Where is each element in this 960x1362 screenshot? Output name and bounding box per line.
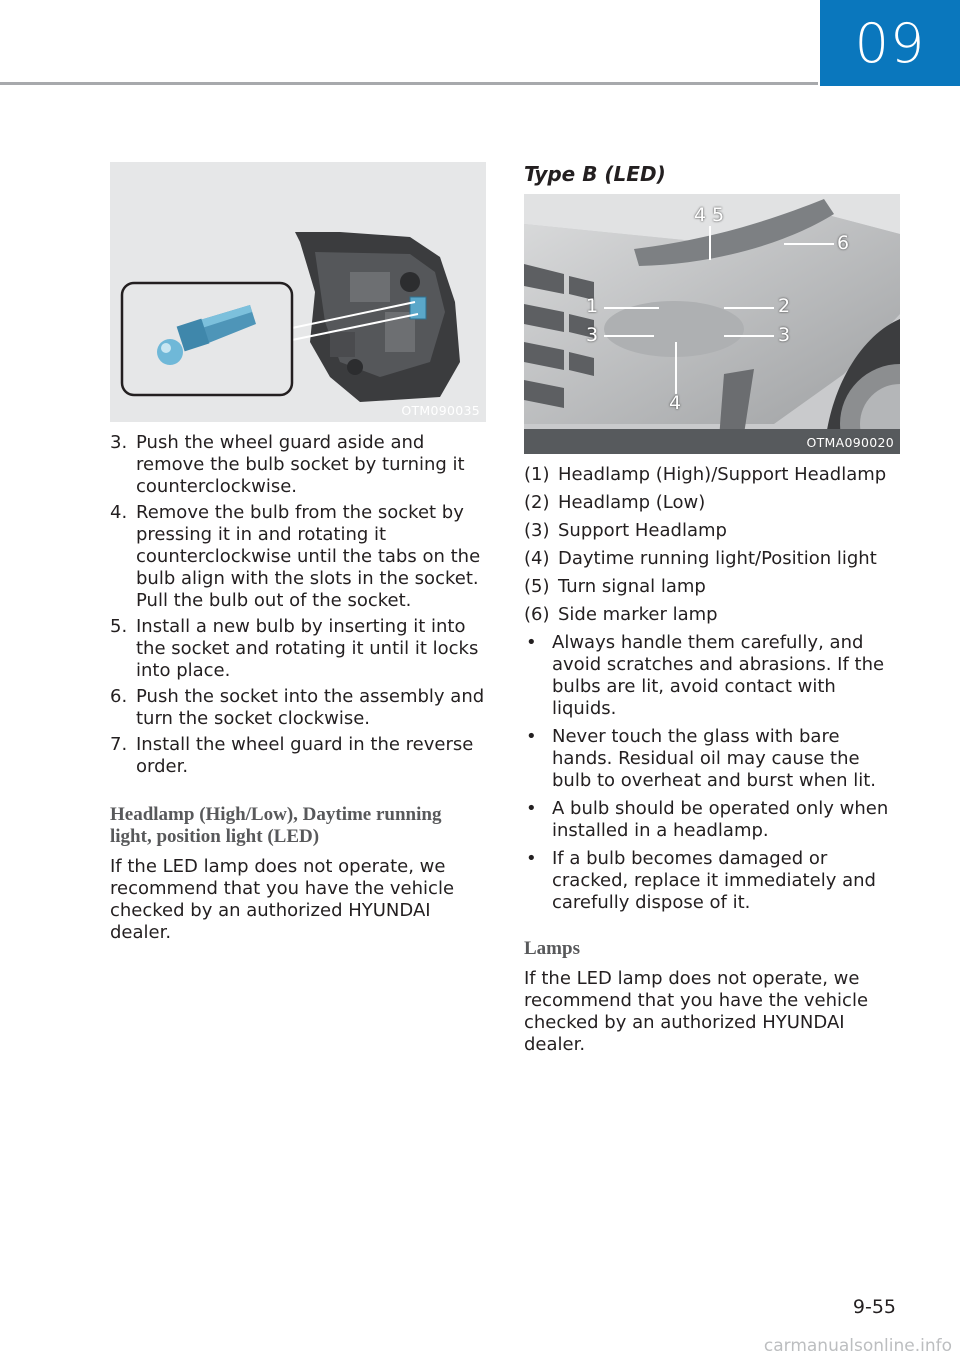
parts-legend [524, 464, 900, 626]
section-subhead: Headlamp (High/Low), Daytime running light, position light (LED) [110, 804, 442, 847]
bullet-icon: • [526, 726, 537, 747]
callout-label: 3 [778, 324, 791, 346]
body-paragraph: If the LED lamp does not operate, we recommend that you have the vehicle checked by an authorized HYUNDAI dealer. [110, 856, 455, 943]
left-column [110, 162, 486, 944]
list-item: (2) Headlamp (Low) [524, 492, 706, 513]
list-item: 5. Install a new bulb by inserting it into the socket and rotating it until it locks into place. [110, 616, 479, 681]
chapter-tab: 09 [820, 0, 960, 86]
callout-label: 6 [837, 232, 850, 254]
list-item: (6) Side marker lamp [524, 604, 718, 625]
page-number: 9-55 [852, 1296, 896, 1318]
section-title: Type B (LED) [524, 162, 666, 186]
list-item: • If a bulb becomes damaged or cracked, replace it immediately and carefully dispose of it. [526, 848, 876, 913]
list-item: (5) Turn signal lamp [524, 576, 706, 597]
callout-label: 1 [586, 295, 599, 317]
list-item: (3) Support Headlamp [524, 520, 727, 541]
callout-label: 2 [778, 295, 791, 317]
watermark: carmanualsonline.info [763, 1336, 952, 1356]
body-paragraph: If the LED lamp does not operate, we recommend that you have the vehicle checked by an authorized HYUNDAI dealer. [524, 968, 869, 1055]
list-item: 6. Push the socket into the assembly and turn the socket clockwise. [110, 686, 485, 729]
callout-label: 4 [669, 392, 682, 414]
list-item: (1) Headlamp (High)/Support Headlamp [524, 464, 887, 485]
list-item: • Always handle them carefully, and avoid scratches and abrasions. If the bulbs are lit, avoid contact with liquids. [526, 632, 885, 719]
section-subhead: Lamps [524, 938, 580, 959]
list-item: 4. Remove the bulb from the socket by pressing it in and rotating it counterclockwise until the tabs on the bulb align with the slots in the socket. Pull the bulb out of the socket. [110, 502, 481, 611]
headlamp-assembly-drawing [110, 162, 486, 422]
right-column [524, 162, 900, 1056]
headlamp-location-illustration [524, 194, 900, 454]
procedure-steps [110, 432, 486, 778]
list-item: 3. Push the wheel guard aside and remove the bulb socket by turning it counterclockwise. [110, 432, 465, 497]
list-item: • Never touch the glass with bare hands. Residual oil may cause the bulb to overheat and burst when lit. [526, 726, 876, 791]
caution-bullets [524, 632, 900, 914]
header-rule [0, 82, 818, 85]
figure-code: OTMA090020 [806, 435, 894, 450]
callout-label: 5 [712, 204, 725, 226]
list-item: (4) Daytime running light/Position light [524, 548, 877, 569]
callout-label: 3 [586, 324, 599, 346]
bullet-icon: • [526, 632, 537, 653]
bullet-icon: • [526, 848, 537, 869]
list-item: 7. Install the wheel guard in the reverse order. [110, 734, 474, 777]
bullet-icon: • [526, 798, 537, 819]
figure-code: OTM090035 [401, 403, 480, 418]
list-item: • A bulb should be operated only when installed in a headlamp. [526, 798, 889, 841]
callout-label: 4 [694, 204, 707, 226]
bulb-socket-illustration [110, 162, 486, 422]
